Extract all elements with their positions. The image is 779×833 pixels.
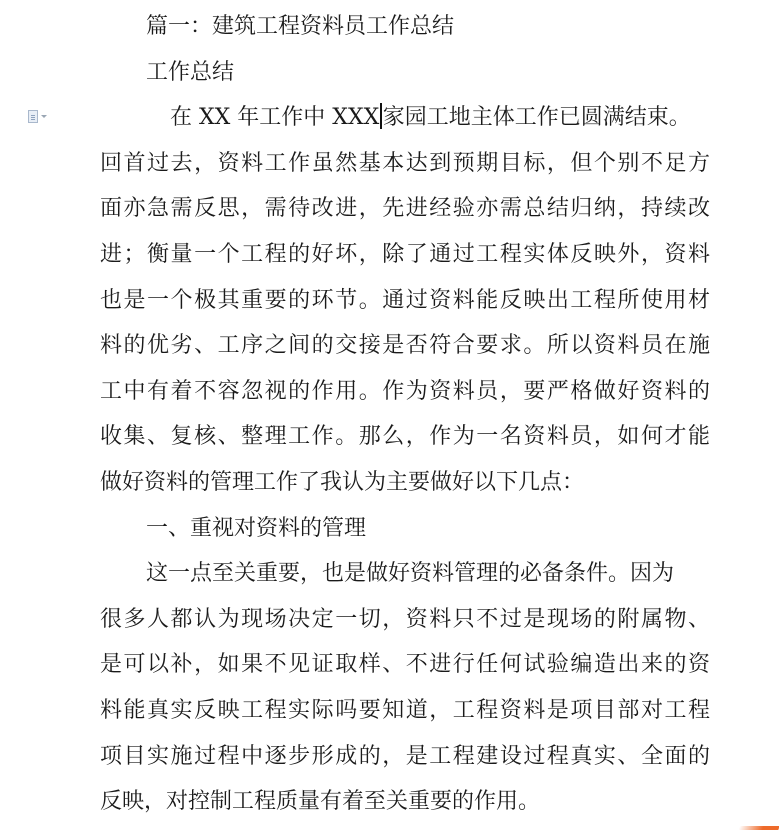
document-subheading: 工作总结 bbox=[146, 59, 235, 85]
paragraph-line bbox=[100, 95, 710, 141]
paragraph-line: 工中有着不容忽视的作用。作为资料员，要严格做好资料的 bbox=[100, 378, 710, 404]
document-heading: 篇一：建筑工程资料员工作总结 bbox=[146, 14, 455, 39]
document-body[interactable] bbox=[100, 4, 710, 825]
paragraph-line: 面亦急需反思，需待改进，先进经验亦需总结归纳，持续改 bbox=[100, 196, 710, 222]
document-options-icon[interactable] bbox=[28, 109, 52, 123]
text-cursor bbox=[380, 103, 382, 129]
paragraph-line: 料能真实反映工程实际吗要知道，工程资料是项目部对工程 bbox=[100, 697, 710, 723]
paragraph-line: 收集、复核、整理工作。那么，作为一名资料员，如何才能 bbox=[100, 424, 710, 450]
paragraph-line: 做好资料的管理工作了我认为主要做好以下几点： bbox=[100, 469, 585, 495]
paragraph-line: 回首过去，资料工作虽然基本达到预期目标，但个别不足方 bbox=[100, 150, 710, 176]
text-before-cursor: 在 XX 年工作中 XXX bbox=[170, 105, 380, 131]
paragraph-line: 料的优劣、工序之间的交接是否符合要求。所以资料员在施 bbox=[100, 333, 710, 359]
chevron-down-icon bbox=[41, 115, 47, 118]
corner-accent-mark bbox=[738, 826, 779, 830]
paragraph-line: 很多人都认为现场决定一切，资料只不过是现场的附属物、 bbox=[100, 606, 710, 632]
document-icon bbox=[28, 110, 38, 123]
paragraph-line: 进；衡量一个工程的好坏，除了通过工程实体反映外，资料 bbox=[100, 241, 710, 267]
paragraph-line: 反映，对控制工程质量有着至关重要的作用。 bbox=[100, 789, 541, 815]
section-heading: 一、重视对资料的管理 bbox=[146, 515, 367, 541]
paragraph-line: 这一点至关重要，也是做好资料管理的必备条件。因为 bbox=[146, 561, 675, 587]
paragraph-line: 是可以补，如果不见证取样、不进行任何试验编造出来的资 bbox=[100, 652, 710, 678]
text-after-cursor: 家园工地主体工作已圆满结束。 bbox=[382, 105, 691, 131]
paragraph-line: 也是一个极其重要的环节。通过资料能反映出工程所使用材 bbox=[100, 287, 710, 313]
paragraph-line: 项目实施过程中逐步形成的，是工程建设过程真实、全面的 bbox=[100, 743, 710, 769]
